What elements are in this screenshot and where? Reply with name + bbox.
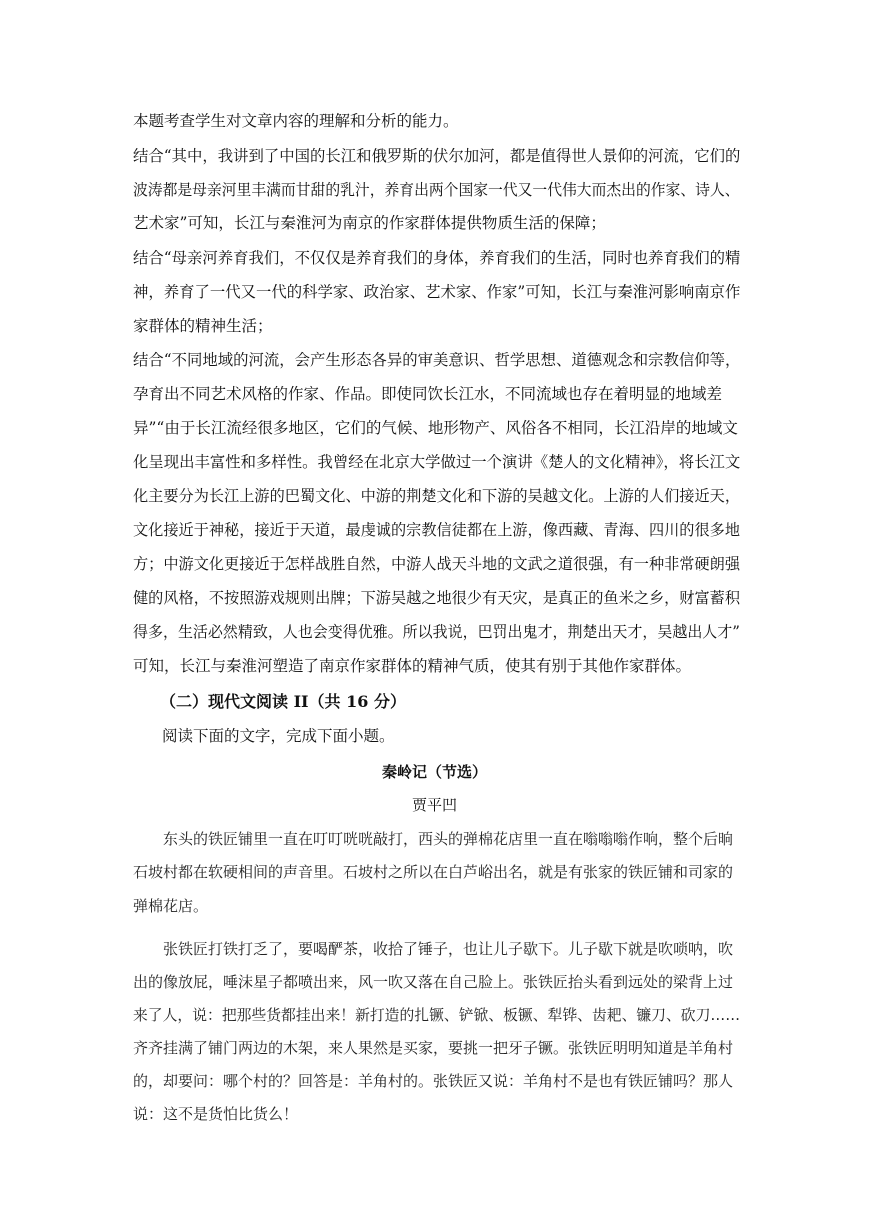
article-author: 贾平凹 xyxy=(411,796,457,814)
article-title: 秦岭记（节选） xyxy=(381,763,487,781)
answer-line: 孕育出不同艺术风格的作家、作品。即使同饮长江水，不同流域也存在着明显的地域差 xyxy=(133,385,723,403)
answer-line: 化呈现出丰富性和多样性。我曾经在北京大学做过一个演讲《楚人的文化精神》，将长江文 xyxy=(133,453,741,471)
article-line: 的，却要问：哪个村的？回答是：羊角村的。张铁匠又说：羊角村不是也有铁匠铺吗？那人 xyxy=(133,1072,734,1090)
answer-line: 艺术家”可知，长江与秦淮河为南京的作家群体提供物质生活的保障； xyxy=(133,214,606,232)
answer-line: 结合“母亲河养育我们，不仅仅是养育我们的身体，养育我们的生活，同时也养育我们的精 xyxy=(133,249,741,267)
article-line: 石坡村都在软硬相间的声音里。石坡村之所以在白芦峪出名，就是有张家的铁匠铺和司家的 xyxy=(133,863,734,881)
answer-line: 家群体的精神生活； xyxy=(133,317,273,335)
article-line: 说：这不是货怕比货么！ xyxy=(133,1105,299,1123)
article-line: 张铁匠打铁打乏了，要喝酽茶，收拾了锤子，也让儿子歇下。儿子歇下就是吹唢呐，吹 xyxy=(133,940,734,958)
article-line: 来了人，说：把那些货都挂出来！新打造的扎镢、铲锨、板镢、犁铧、齿耙、镰刀、砍刀…… xyxy=(133,1006,741,1024)
answer-line: 本题考查学生对文章内容的理解和分析的能力。 xyxy=(133,112,459,130)
answer-line: 结合“其中，我讲到了中国的长江和俄罗斯的伏尔加河，都是值得世人景仰的河流，它们的 xyxy=(133,147,741,165)
answer-line: 文化接近于神秘，接近于天道，最虔诚的宗教信徒都在上游，像西藏、青海、四川的很多地 xyxy=(133,521,741,539)
answer-line: 结合“不同地域的河流，会产生形态各异的审美意识、哲学思想、道德观念和宗教信仰等， xyxy=(133,351,741,369)
answer-line: 方；中游文化更接近于怎样战胜自然，中游人战天斗地的文武之道很强，有一种非常硬朗强 xyxy=(133,555,741,573)
article-line: 弹棉花店。 xyxy=(133,897,209,915)
section-heading: （二）现代文阅读 II（共 16 分） xyxy=(160,692,406,711)
article-line: 东头的铁匠铺里一直在叮叮咣咣敲打，西头的弹棉花店里一直在嗡嗡嗡作响，整个后晌 xyxy=(133,830,734,848)
article-line: 出的像放屁，唾沫星子都喷出来，风一吹又落在自己脸上。张铁匠抬头看到远处的梁背上过 xyxy=(133,973,734,991)
answer-line: 神，养育了一代又一代的科学家、政治家、艺术家、作家”可知，长江与秦淮河影响南京作 xyxy=(133,283,741,301)
answer-line: 波涛都是母亲河里丰满而甘甜的乳汁，养育出两个国家一代又一代伟大而杰出的作家、诗人、 xyxy=(133,181,740,199)
answer-line: 可知，长江与秦淮河塑造了南京作家群体的精神气质，使其有别于其他作家群体。 xyxy=(133,657,692,675)
answer-line: 得多，生活必然精致，人也会变得优雅。所以我说，巴罚出鬼才，荆楚出天才，吴越出人才” xyxy=(133,623,740,641)
answer-line: 健的风格，不按照游戏规则出牌；下游吴越之地很少有天灾，是真正的鱼米之乡，财富蓄积 xyxy=(133,589,741,607)
section-instruction: 阅读下面的文字，完成下面小题。 xyxy=(162,727,395,745)
answer-line: 化主要分为长江上游的巴蜀文化、中游的荆楚文化和下游的吴越文化。上游的人们接近天， xyxy=(133,487,741,505)
answer-line: 异”“由于长江流经很多地区，它们的气候、地形物产、风俗各不相同，长江沿岸的地域文 xyxy=(133,419,738,437)
article-line: 齐齐挂满了铺门两边的木架，来人果然是买家，要挑一把牙子镢。张铁匠明明知道是羊角村 xyxy=(133,1039,734,1057)
